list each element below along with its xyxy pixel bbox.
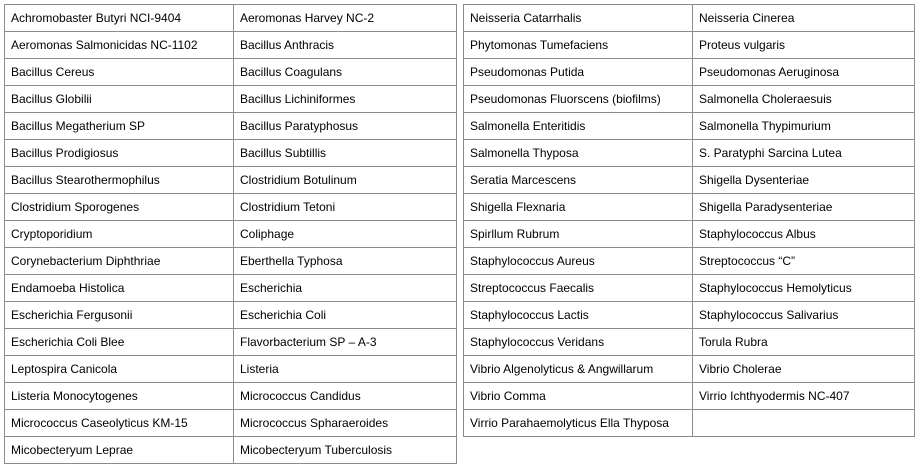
- table-row: [5, 32, 457, 59]
- organism-cell: Escherichia Coli Blee: [5, 329, 234, 356]
- organism-cell: Flavorbacterium SP – A-3: [234, 329, 457, 356]
- organism-cell: Salmonella Choleraesuis: [693, 86, 915, 113]
- table-row: [464, 59, 915, 86]
- organism-cell: Bacillus Anthracis: [234, 32, 457, 59]
- organism-cell: Corynebacterium Diphthriae: [5, 248, 234, 275]
- organism-cell: Listeria Monocytogenes: [5, 383, 234, 410]
- organism-cell: Shigella Dysenteriae: [693, 167, 915, 194]
- table-row: [5, 5, 457, 32]
- table-row: [464, 302, 915, 329]
- organism-cell: Bacillus Coagulans: [234, 59, 457, 86]
- organism-cell: Aeromonas Harvey NC-2: [234, 5, 457, 32]
- organism-cell: Listeria: [234, 356, 457, 383]
- organism-cell: Neisseria Cinerea: [693, 5, 915, 32]
- organism-cell: Coliphage: [234, 221, 457, 248]
- table-row: [464, 356, 915, 383]
- table-row: [464, 167, 915, 194]
- organism-cell: Micobecteryum Leprae: [5, 437, 234, 464]
- organism-cell: Shigella Flexnaria: [464, 194, 693, 221]
- organism-cell: Staphylococcus Hemolyticus: [693, 275, 915, 302]
- table-row: [464, 5, 915, 32]
- organism-cell: Micrococcus Spharaeroides: [234, 410, 457, 437]
- table-row: [464, 140, 915, 167]
- organism-cell: Neisseria Catarrhalis: [464, 5, 693, 32]
- organism-cell: Eberthella Typhosa: [234, 248, 457, 275]
- organism-cell: Pseudomonas Aeruginosa: [693, 59, 915, 86]
- organism-cell: Proteus vulgaris: [693, 32, 915, 59]
- organism-cell: Pseudomonas Putida: [464, 59, 693, 86]
- table-row: [464, 194, 915, 221]
- organism-cell: Staphylococcus Salivarius: [693, 302, 915, 329]
- organism-cell: Aeromonas Salmonicidas NC-1102: [5, 32, 234, 59]
- organism-cell: Virrio Parahaemolyticus Ella Thyposa: [464, 410, 693, 437]
- table-row: [464, 275, 915, 302]
- table-row: [464, 113, 915, 140]
- organism-cell: Escherichia Fergusonii: [5, 302, 234, 329]
- table-row: [464, 383, 915, 410]
- table-row: [5, 86, 457, 113]
- organism-cell: Virrio Ichthyodermis NC-407: [693, 383, 915, 410]
- organism-cell: Bacillus Megatherium SP: [5, 113, 234, 140]
- organism-cell: Micrococcus Caseolyticus KM-15: [5, 410, 234, 437]
- organism-cell: Achromobaster Butyri NCI-9404: [5, 5, 234, 32]
- table-row: [5, 275, 457, 302]
- organism-cell: Salmonella Thyposa: [464, 140, 693, 167]
- organism-cell: Staphylococcus Albus: [693, 221, 915, 248]
- table-row: [464, 32, 915, 59]
- organism-cell: Bacillus Globilii: [5, 86, 234, 113]
- organism-cell: Bacillus Cereus: [5, 59, 234, 86]
- organism-cell: [693, 410, 915, 437]
- table-row: [464, 410, 915, 437]
- organism-cell: Bacillus Lichiniformes: [234, 86, 457, 113]
- organism-cell: Endamoeba Histolica: [5, 275, 234, 302]
- organism-cell: S. Paratyphi Sarcina Lutea: [693, 140, 915, 167]
- table-row: [5, 437, 457, 464]
- table-row: [464, 329, 915, 356]
- organism-cell: Micrococcus Candidus: [234, 383, 457, 410]
- organism-cell: Streptococcus Faecalis: [464, 275, 693, 302]
- organism-cell: Micobecteryum Tuberculosis: [234, 437, 457, 464]
- organism-cell: Streptococcus “C”: [693, 248, 915, 275]
- organism-cell: Vibrio Cholerae: [693, 356, 915, 383]
- table-row: [5, 248, 457, 275]
- organism-cell: Phytomonas Tumefaciens: [464, 32, 693, 59]
- organism-cell: Seratia Marcescens: [464, 167, 693, 194]
- table-row: [5, 329, 457, 356]
- table-row: [5, 59, 457, 86]
- organism-table-right: [463, 4, 915, 437]
- organism-cell: Salmonella Thypimurium: [693, 113, 915, 140]
- table-row: [5, 221, 457, 248]
- table-row: [5, 410, 457, 437]
- organism-cell: Escherichia: [234, 275, 457, 302]
- table-row: [5, 383, 457, 410]
- organism-cell: Pseudomonas Fluorscens (biofilms): [464, 86, 693, 113]
- organism-table-left: [4, 4, 457, 464]
- table-row: [464, 221, 915, 248]
- organism-cell: Bacillus Prodigiosus: [5, 140, 234, 167]
- organism-cell: Shigella Paradysenteriae: [693, 194, 915, 221]
- organism-cell: Staphylococcus Veridans: [464, 329, 693, 356]
- organism-cell: Bacillus Paratyphosus: [234, 113, 457, 140]
- organism-cell: Vibrio Comma: [464, 383, 693, 410]
- table-row: [464, 248, 915, 275]
- organism-cell: Vibrio Algenolyticus & Angwillarum: [464, 356, 693, 383]
- table-row: [5, 356, 457, 383]
- organism-cell: Torula Rubra: [693, 329, 915, 356]
- organism-cell: Cryptoporidium: [5, 221, 234, 248]
- table-row: [5, 194, 457, 221]
- organism-cell: Clostridium Sporogenes: [5, 194, 234, 221]
- table-row: [5, 140, 457, 167]
- organism-cell: Leptospira Canicola: [5, 356, 234, 383]
- organism-cell: Bacillus Subtillis: [234, 140, 457, 167]
- table-row: [464, 86, 915, 113]
- organism-cell: Escherichia Coli: [234, 302, 457, 329]
- table-row: [5, 167, 457, 194]
- organism-cell: Spirllum Rubrum: [464, 221, 693, 248]
- table-row: [5, 302, 457, 329]
- organism-cell: Clostridium Tetoni: [234, 194, 457, 221]
- organism-cell: Salmonella Enteritidis: [464, 113, 693, 140]
- organism-cell: Bacillus Stearothermophilus: [5, 167, 234, 194]
- organism-cell: Staphylococcus Aureus: [464, 248, 693, 275]
- organism-cell: Staphylococcus Lactis: [464, 302, 693, 329]
- table-row: [5, 113, 457, 140]
- organism-cell: Clostridium Botulinum: [234, 167, 457, 194]
